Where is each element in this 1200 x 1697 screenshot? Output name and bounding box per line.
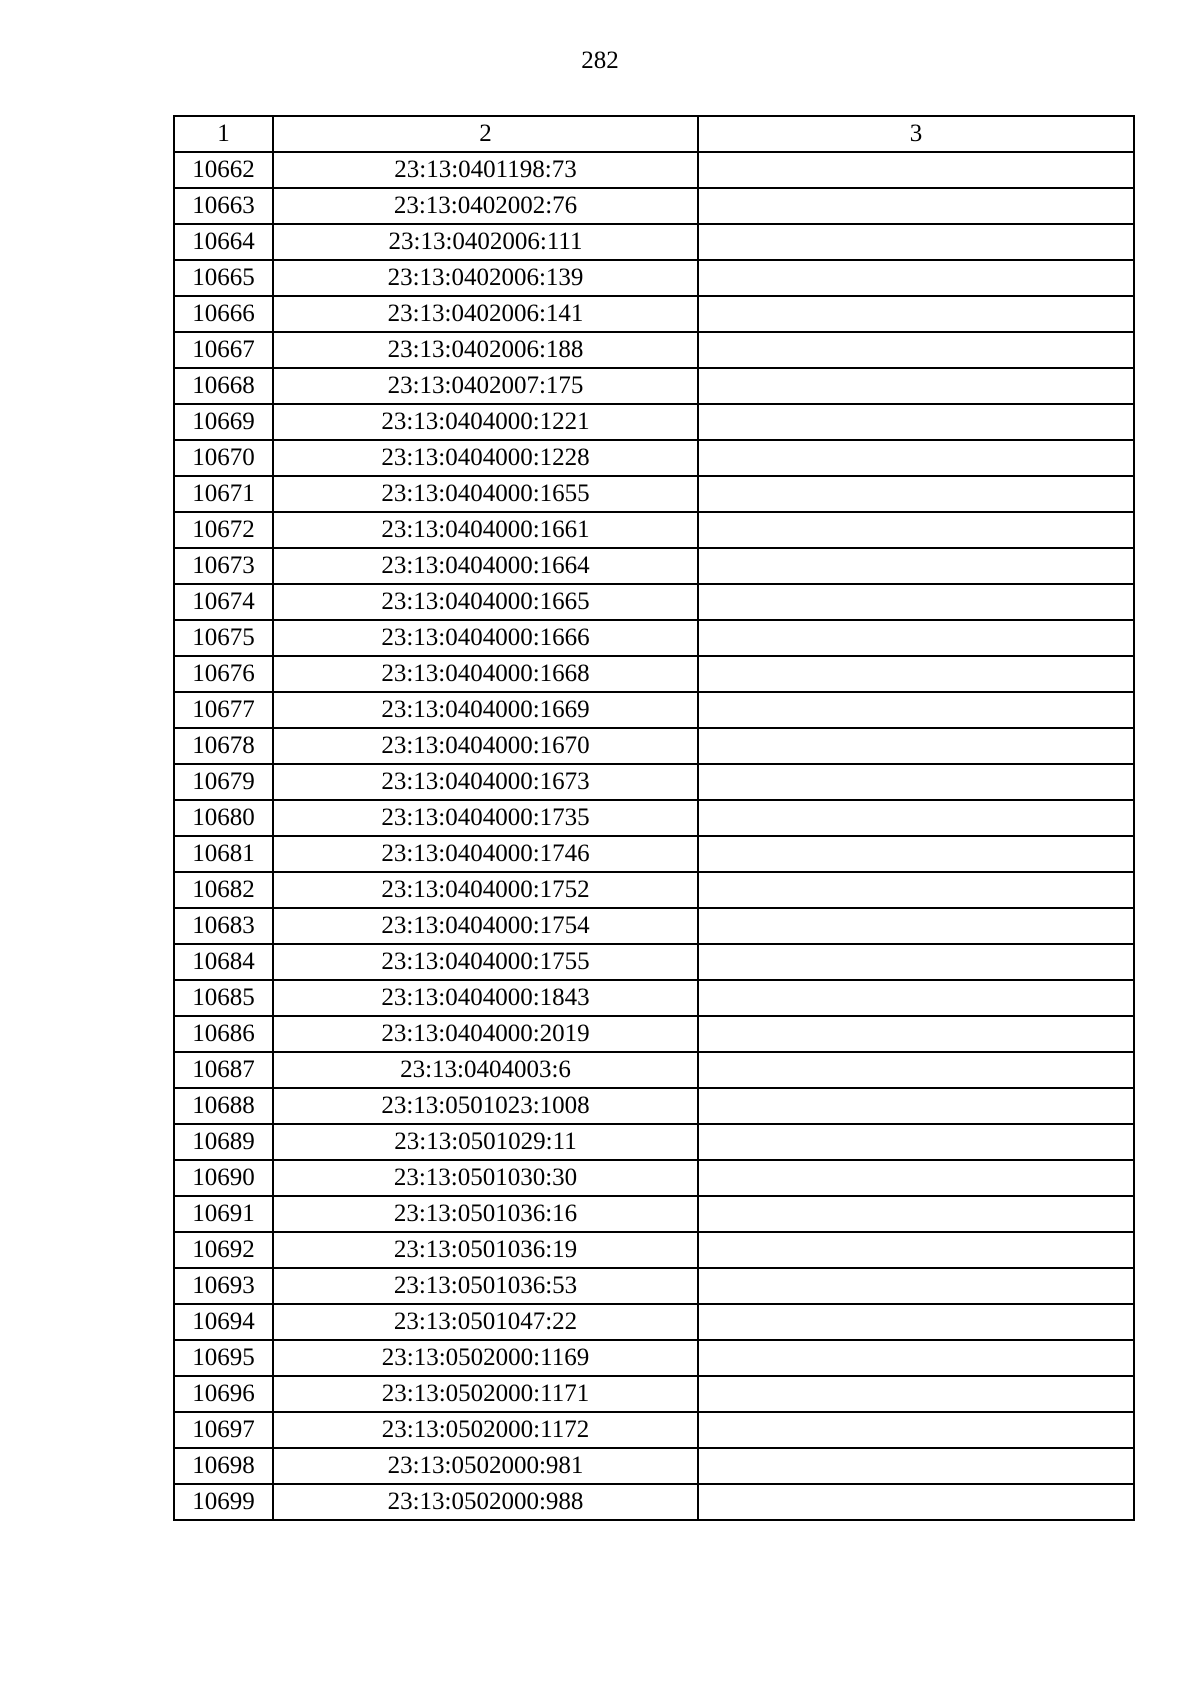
row-number-cell: 10689 (174, 1124, 273, 1160)
note-cell (698, 440, 1134, 476)
cadastral-number-cell: 23:13:0402006:111 (273, 224, 698, 260)
cadastral-number-cell: 23:13:0502000:988 (273, 1484, 698, 1520)
row-number-cell: 10675 (174, 620, 273, 656)
cadastral-number-cell: 23:13:0502000:1171 (273, 1376, 698, 1412)
cadastral-number-cell: 23:13:0402002:76 (273, 188, 698, 224)
note-cell (698, 656, 1134, 692)
note-cell (698, 296, 1134, 332)
note-cell (698, 1088, 1134, 1124)
note-cell (698, 1412, 1134, 1448)
row-number-cell: 10682 (174, 872, 273, 908)
cadastral-number-cell: 23:13:0404000:1755 (273, 944, 698, 980)
row-number-cell: 10686 (174, 1016, 273, 1052)
note-cell (698, 1304, 1134, 1340)
cadastral-number-cell: 23:13:0501036:53 (273, 1268, 698, 1304)
cadastral-number-cell: 23:13:0404000:2019 (273, 1016, 698, 1052)
table-row (174, 872, 1134, 908)
cadastral-number-cell: 23:13:0404000:1735 (273, 800, 698, 836)
table-row (174, 1088, 1134, 1124)
note-cell (698, 260, 1134, 296)
row-number-cell: 10698 (174, 1448, 273, 1484)
note-cell (698, 1124, 1134, 1160)
table-row (174, 260, 1134, 296)
note-cell (698, 800, 1134, 836)
note-cell (698, 1448, 1134, 1484)
note-cell (698, 512, 1134, 548)
note-cell (698, 332, 1134, 368)
note-cell (698, 548, 1134, 584)
cadastral-number-cell: 23:13:0404000:1752 (273, 872, 698, 908)
note-cell (698, 836, 1134, 872)
table-row (174, 1124, 1134, 1160)
table-header-row (174, 116, 1134, 152)
table-row (174, 836, 1134, 872)
note-cell (698, 224, 1134, 260)
cadastral-number-cell: 23:13:0404000:1228 (273, 440, 698, 476)
table-row (174, 296, 1134, 332)
cadastral-number-cell: 23:13:0404000:1669 (273, 692, 698, 728)
note-cell (698, 1052, 1134, 1088)
row-number-cell: 10695 (174, 1340, 273, 1376)
cadastral-number-cell: 23:13:0402006:188 (273, 332, 698, 368)
cadastral-number-cell: 23:13:0502000:981 (273, 1448, 698, 1484)
row-number-cell: 10662 (174, 152, 273, 188)
note-cell (698, 1232, 1134, 1268)
row-number-cell: 10681 (174, 836, 273, 872)
note-cell (698, 1268, 1134, 1304)
table-row (174, 368, 1134, 404)
row-number-cell: 10669 (174, 404, 273, 440)
column-header-1: 1 (174, 116, 273, 152)
table-row (174, 944, 1134, 980)
row-number-cell: 10679 (174, 764, 273, 800)
row-number-cell: 10680 (174, 800, 273, 836)
note-cell (698, 728, 1134, 764)
note-cell (698, 368, 1134, 404)
table-row (174, 1196, 1134, 1232)
note-cell (698, 476, 1134, 512)
cadastral-number-cell: 23:13:0404000:1746 (273, 836, 698, 872)
row-number-cell: 10699 (174, 1484, 273, 1520)
cadastral-number-cell: 23:13:0402007:175 (273, 368, 698, 404)
row-number-cell: 10665 (174, 260, 273, 296)
cadastral-number-cell: 23:13:0501030:30 (273, 1160, 698, 1196)
cadastral-number-cell: 23:13:0402006:139 (273, 260, 698, 296)
cadastral-number-cell: 23:13:0404000:1754 (273, 908, 698, 944)
data-table (173, 115, 1135, 1521)
cadastral-number-cell: 23:13:0404000:1668 (273, 656, 698, 692)
row-number-cell: 10688 (174, 1088, 273, 1124)
row-number-cell: 10666 (174, 296, 273, 332)
cadastral-number-cell: 23:13:0404000:1661 (273, 512, 698, 548)
note-cell (698, 908, 1134, 944)
row-number-cell: 10684 (174, 944, 273, 980)
table-row (174, 728, 1134, 764)
table-row (174, 620, 1134, 656)
cadastral-number-cell: 23:13:0501029:11 (273, 1124, 698, 1160)
note-cell (698, 620, 1134, 656)
note-cell (698, 188, 1134, 224)
table-row (174, 1160, 1134, 1196)
table-row (174, 800, 1134, 836)
table-row (174, 1016, 1134, 1052)
row-number-cell: 10685 (174, 980, 273, 1016)
note-cell (698, 944, 1134, 980)
row-number-cell: 10687 (174, 1052, 273, 1088)
table-row (174, 1232, 1134, 1268)
cadastral-number-cell: 23:13:0502000:1172 (273, 1412, 698, 1448)
row-number-cell: 10677 (174, 692, 273, 728)
table-row (174, 404, 1134, 440)
note-cell (698, 764, 1134, 800)
note-cell (698, 1160, 1134, 1196)
note-cell (698, 1340, 1134, 1376)
row-number-cell: 10690 (174, 1160, 273, 1196)
table-row (174, 1448, 1134, 1484)
row-number-cell: 10692 (174, 1232, 273, 1268)
table-row (174, 224, 1134, 260)
cadastral-number-cell: 23:13:0404003:6 (273, 1052, 698, 1088)
cadastral-number-cell: 23:13:0404000:1843 (273, 980, 698, 1016)
note-cell (698, 1376, 1134, 1412)
cadastral-number-cell: 23:13:0501036:19 (273, 1232, 698, 1268)
row-number-cell: 10683 (174, 908, 273, 944)
table-row (174, 512, 1134, 548)
table-row (174, 1484, 1134, 1520)
row-number-cell: 10678 (174, 728, 273, 764)
row-number-cell: 10668 (174, 368, 273, 404)
table-row (174, 1052, 1134, 1088)
cadastral-number-cell: 23:13:0402006:141 (273, 296, 698, 332)
cadastral-number-cell: 23:13:0501036:16 (273, 1196, 698, 1232)
note-cell (698, 404, 1134, 440)
row-number-cell: 10691 (174, 1196, 273, 1232)
table-row (174, 548, 1134, 584)
page-number: 282 (581, 47, 619, 74)
cadastral-number-cell: 23:13:0401198:73 (273, 152, 698, 188)
note-cell (698, 872, 1134, 908)
row-number-cell: 10672 (174, 512, 273, 548)
cadastral-number-cell: 23:13:0404000:1664 (273, 548, 698, 584)
table-row (174, 1412, 1134, 1448)
column-header-3: 3 (698, 116, 1134, 152)
table-row (174, 1340, 1134, 1376)
cadastral-number-cell: 23:13:0404000:1221 (273, 404, 698, 440)
row-number-cell: 10694 (174, 1304, 273, 1340)
row-number-cell: 10693 (174, 1268, 273, 1304)
table-row (174, 584, 1134, 620)
row-number-cell: 10667 (174, 332, 273, 368)
table-row (174, 188, 1134, 224)
table-row (174, 908, 1134, 944)
row-number-cell: 10671 (174, 476, 273, 512)
cadastral-number-cell: 23:13:0501023:1008 (273, 1088, 698, 1124)
table-row (174, 440, 1134, 476)
note-cell (698, 1196, 1134, 1232)
table-row (174, 1268, 1134, 1304)
table-row (174, 476, 1134, 512)
cadastral-number-cell: 23:13:0404000:1673 (273, 764, 698, 800)
row-number-cell: 10663 (174, 188, 273, 224)
table-row (174, 1304, 1134, 1340)
row-number-cell: 10664 (174, 224, 273, 260)
table-row (174, 980, 1134, 1016)
row-number-cell: 10696 (174, 1376, 273, 1412)
table-row (174, 152, 1134, 188)
cadastral-number-cell: 23:13:0502000:1169 (273, 1340, 698, 1376)
row-number-cell: 10670 (174, 440, 273, 476)
cadastral-number-cell: 23:13:0501047:22 (273, 1304, 698, 1340)
table-row (174, 656, 1134, 692)
table-row (174, 764, 1134, 800)
cadastral-number-cell: 23:13:0404000:1666 (273, 620, 698, 656)
note-cell (698, 584, 1134, 620)
row-number-cell: 10674 (174, 584, 273, 620)
note-cell (698, 1016, 1134, 1052)
row-number-cell: 10697 (174, 1412, 273, 1448)
cadastral-number-cell: 23:13:0404000:1670 (273, 728, 698, 764)
table-row (174, 692, 1134, 728)
row-number-cell: 10676 (174, 656, 273, 692)
note-cell (698, 152, 1134, 188)
table-row (174, 332, 1134, 368)
table-row (174, 1376, 1134, 1412)
note-cell (698, 692, 1134, 728)
note-cell (698, 1484, 1134, 1520)
note-cell (698, 980, 1134, 1016)
cadastral-number-cell: 23:13:0404000:1665 (273, 584, 698, 620)
table-body (174, 152, 1134, 1520)
row-number-cell: 10673 (174, 548, 273, 584)
column-header-2: 2 (273, 116, 698, 152)
cadastral-number-cell: 23:13:0404000:1655 (273, 476, 698, 512)
